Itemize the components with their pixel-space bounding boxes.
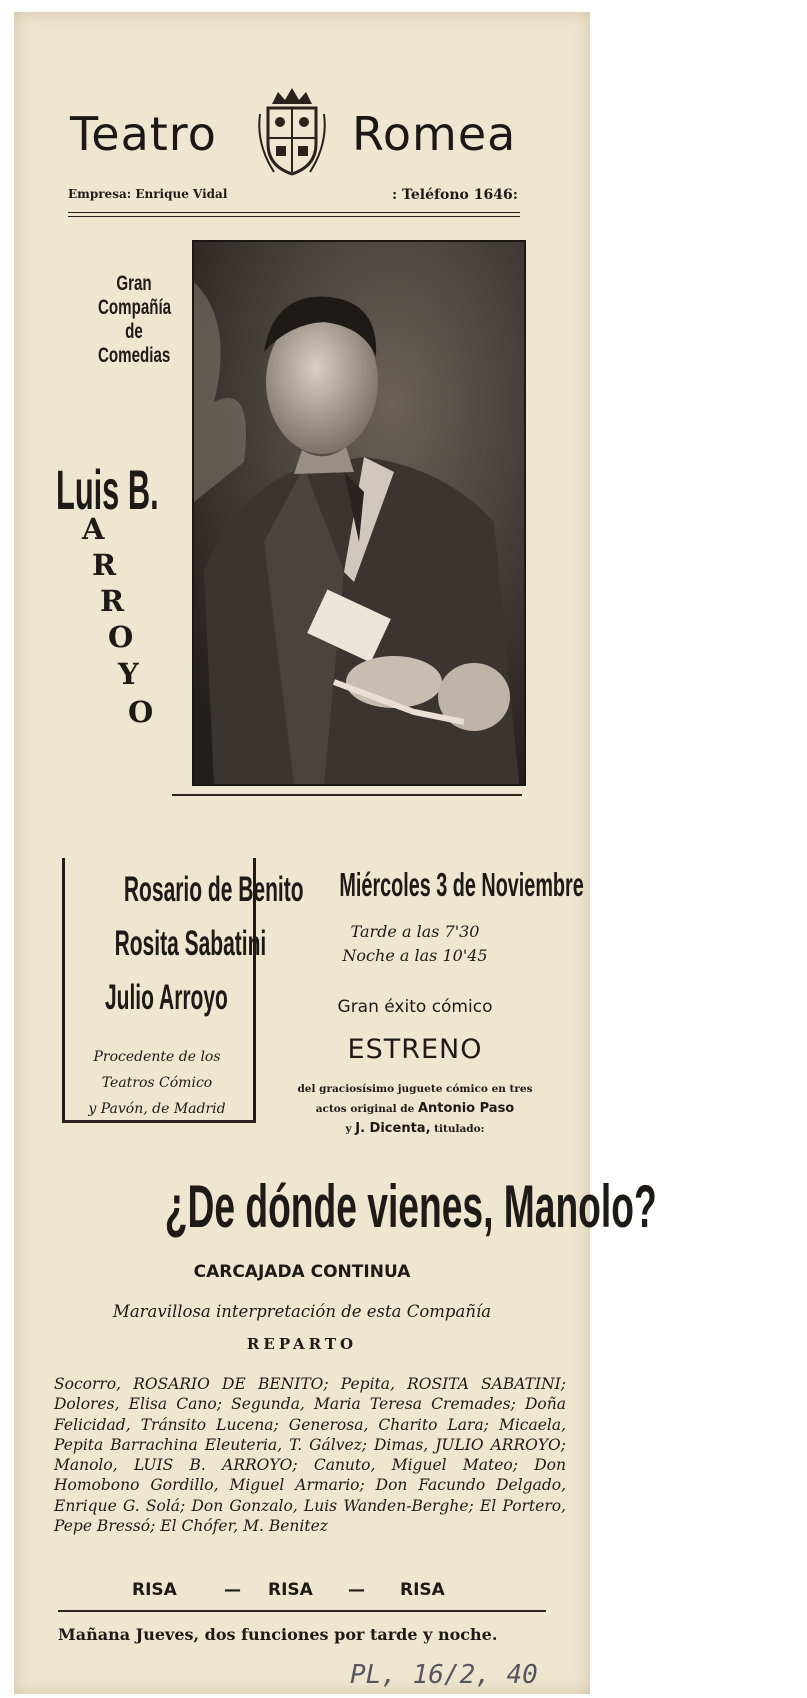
reparto-text: Socorro, ROSARIO DE BENITO; Pepita, ROSITA SABATINI; Dolores, Elisa Cano; Segunda, Maria Teresa Cremades; Doña Felicidad, Tránsito Lucena; Generosa, Charito Lara; Micaela, Pepita Barrachina Eleuteria, T. Gálvez; Dimas, JULIO ARROYO; Manolo, LUIS B. ARROYO; Canuto, Miguel Mateo; Don Homobono Gordillo, Miguel Armario; Don Facundo Delgado, Enrique G. Solá; Don Gonzalo, Luis Wanden-Berghe; El Portero, Pepe Bressó; El Chófer, M. Benitez (54, 1375, 566, 1536)
company-line-2: Compañía (98, 296, 172, 319)
cast-name-1: Rosario de Benito (123, 870, 304, 909)
lead-first-name: Luis B. (56, 458, 159, 521)
play-description (258, 1080, 572, 1139)
play-title: ¿De dónde vienes, Manolo? (164, 1173, 657, 1240)
surname-letter: R (100, 584, 125, 618)
risa-word: RISA (400, 1580, 445, 1600)
photo-rule (172, 794, 522, 796)
description-line-3: y J. Dicenta, titulado: (345, 1121, 485, 1136)
company-line-1: Gran (116, 272, 152, 295)
surname-letter: Y (118, 657, 139, 691)
company-line-3: de (125, 320, 143, 343)
company-line-4: Comedias (98, 344, 171, 367)
performance-date: Miércoles 3 de Noviembre (339, 866, 584, 903)
procedente-line: Teatros Cómico (101, 1075, 213, 1091)
author-2: J. Dicenta, (355, 1121, 431, 1136)
cast-name-2: Rosita Sabatini (114, 924, 267, 963)
surname-letter: O (128, 695, 154, 729)
empresa-label: Empresa: Enrique Vidal (68, 187, 228, 201)
tarde-time: Tarde a las 7'30 (350, 922, 480, 941)
reparto-heading: REPARTO (246, 1335, 358, 1353)
risa-dash: — (224, 1580, 241, 1600)
procedente-text (64, 1044, 250, 1122)
estreno-label: ESTRENO (347, 1034, 483, 1065)
procedente-line: Procedente de los (93, 1049, 221, 1065)
gran-exito-label: Gran éxito cómico (337, 997, 493, 1017)
cast-name-3: Julio Arroyo (104, 978, 228, 1017)
handwritten-annotation: PL, 16/2, 40 (350, 1660, 538, 1690)
tagline: CARCAJADA CONTINUA (193, 1262, 411, 1282)
theatre-title-left: Teatro (70, 107, 217, 161)
interpretacion-text: Maravillosa interpretación de esta Compañía (112, 1302, 492, 1321)
theatre-title-right: Romea (352, 107, 517, 161)
risa-word: RISA (132, 1580, 177, 1600)
risa-dash: — (348, 1580, 365, 1600)
company-heading (98, 272, 170, 368)
description-line-2: actos original de Antonio Paso (315, 1101, 515, 1116)
surname-letter: R (92, 548, 117, 582)
header-rule-2 (68, 216, 520, 217)
coat-of-arms-icon (254, 84, 330, 180)
risa-word: RISA (268, 1580, 313, 1600)
noche-time: Noche a las 10'45 (342, 946, 488, 965)
procedente-line: y Pavón, de Madrid (88, 1101, 226, 1117)
header-rule (68, 212, 520, 213)
footer-rule (58, 1610, 546, 1612)
actor-portrait (192, 240, 526, 786)
telefono-label: : Teléfono 1646: (392, 187, 518, 203)
playbill-paper (14, 12, 657, 1694)
description-line-1: del graciosísimo juguete cómico en tres (297, 1083, 533, 1095)
footer-text: Mañana Jueves, dos funciones por tarde y noche. (58, 1625, 498, 1644)
surname-letter: A (82, 512, 105, 546)
author-1: Antonio Paso (417, 1101, 515, 1116)
surname-letter: O (108, 620, 134, 654)
